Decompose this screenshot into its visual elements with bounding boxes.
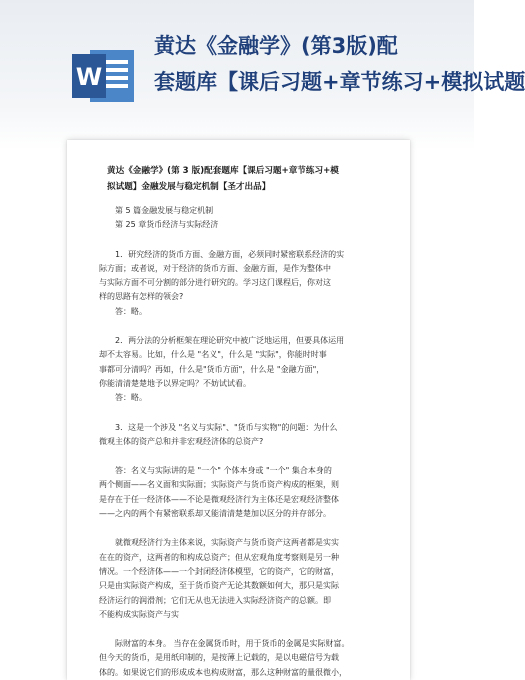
question-2 xyxy=(99,334,384,405)
answer-3-line: 两个侧面——名义面和实际面；实际资产与货币资产构成的框架，则 xyxy=(99,480,339,490)
paragraph-5-line: 但今天的货币，是用纸印制的，是按薄上记载的，是以电磁信号为载 xyxy=(99,653,339,663)
question-2-line: 你能清清楚楚地予以界定吗？不妨试试看。 xyxy=(99,378,251,388)
word-icon-letter: W xyxy=(75,63,103,91)
question-1 xyxy=(99,248,384,319)
paragraph-4-line: 就微观经济行为主体来说，实际资产与货币资产这两者都是实实 xyxy=(115,538,339,548)
paragraph-4 xyxy=(99,536,384,622)
question-2-line: 却不太容易。比如，什么是 "名义"，什么是 "实际"，你能时时事 xyxy=(99,350,327,360)
question-2-line: 2．两分法的分析框架在理论研究中被广泛地运用，但要具体运用 xyxy=(115,336,345,346)
paragraph-5-line: 体的。如果说它们的形成成本也构成财富，那么这种财富的量很微小， xyxy=(99,667,347,677)
question-2-line: 事都可分清吗？再如，什么是"货币方面"，什么是 "金融方面"， xyxy=(99,364,325,374)
part-heading: 第 5 篇金融发展与稳定机制 xyxy=(115,206,214,215)
paragraph-4-line: 经济运行的润滑剂；它们无从也无法进入实际经济资产的总额。即 xyxy=(99,595,331,605)
banner-title xyxy=(154,28,525,100)
paragraph-4-line: 情况。一个经济体——一个封闭经济体模型，它的资产，它的财富， xyxy=(99,566,339,576)
chapter-heading: 第 25 章货币经济与实际经济 xyxy=(115,220,219,230)
document-page xyxy=(67,140,410,680)
question-1-line: 与实际方面不可分割的部分进行研究的。学习这门课程后，你对这 xyxy=(99,278,331,288)
paragraph-4-line: 不能构成实际资产与实 xyxy=(99,609,179,619)
question-3-line: 微观主体的资产总和并非宏观经济体的总资产? xyxy=(99,436,264,446)
document-title xyxy=(107,164,384,195)
question-1-line: 1．研究经济的货币方面、金融方面，必须同时紧密联系经济的实 xyxy=(115,249,345,259)
answer-3 xyxy=(99,464,384,521)
banner-title-line-1: 黄达《金融学》(第3版)配 xyxy=(154,34,398,58)
paragraph-5-line: 际财富的本身。 当存在金属货币时，用于货币的金属是实际财富。 xyxy=(115,639,350,649)
question-1-line: 样的思路有怎样的领会? xyxy=(99,292,184,302)
answer-3-line: 答：名义与实际讲的是 "一个" 个体本身或 "一个" 集合本身的 xyxy=(115,466,332,476)
question-3-line: 3．这是一个涉及 "名义与实际"、"货币与实物"的问题：为什么 xyxy=(115,422,338,432)
document-title-line-2: 拟试题】金融发展与稳定机制【圣才出品】 xyxy=(107,181,271,192)
question-3 xyxy=(99,421,384,450)
answer-3-line: ——之内的两个有紧密联系却又能清清楚楚加以区分的并存部分。 xyxy=(99,509,331,519)
answer-2: 答：略。 xyxy=(115,393,147,403)
question-1-line: 际方面；或者说，对于经济的货币方面、金融方面，是作为整体中 xyxy=(99,263,331,273)
paragraph-4-line: 只是由实际资产构成，至于货币资产无论其数额如何大，那只是实际 xyxy=(99,581,339,591)
word-document-icon xyxy=(68,46,138,106)
banner-title-line-2: 套题库【课后习题+章节练习+模拟试题 xyxy=(154,70,525,94)
paragraph-5 xyxy=(99,637,384,680)
paragraph-4-line: 在在的资产，这两者的和构成总资产；但从宏观角度考察则是另一种 xyxy=(99,552,339,562)
answer-1: 答：略。 xyxy=(115,306,147,316)
document-title-line-1: 黄达《金融学》(第 3 版)配套题库【课后习题+章节练习+模 xyxy=(107,166,339,176)
document-body xyxy=(99,164,384,680)
answer-3-line: 是存在于任一经济体——不论是微观经济行为主体还是宏观经济整体 xyxy=(99,494,339,504)
header-banner xyxy=(0,0,525,150)
